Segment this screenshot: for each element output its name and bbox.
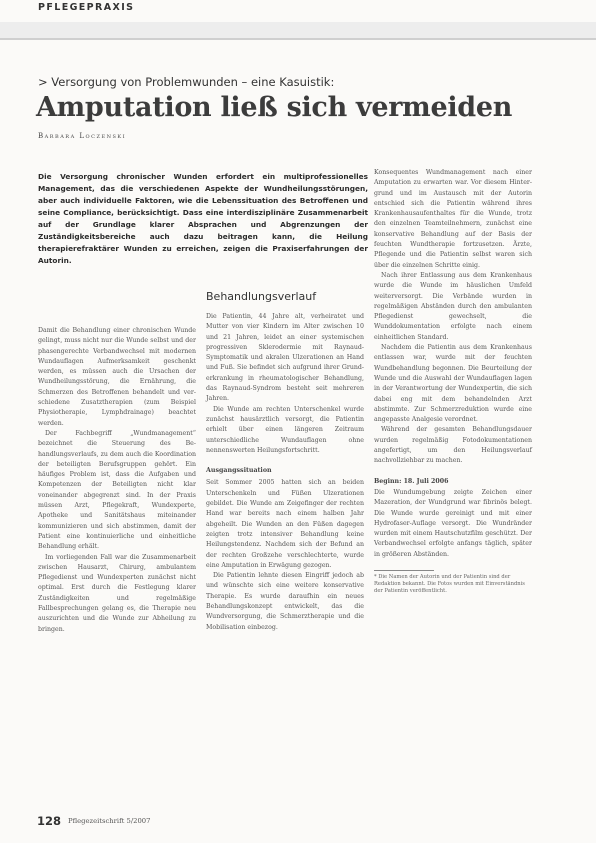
body-paragraph: Die Patientin lehnte diesen Eingriff jedoch ab und wünschte sich eine weitere konservative Therapie. Es wurde daraufhin ein neues Behandlungskonzept entwickelt, das die Wundversorgung, die Schmerztherapie und die Mobilisation einbezog. — [206, 572, 364, 631]
sub-heading: Ausgangssituation — [206, 467, 272, 475]
body-paragraph: Nach ihrer Entlassung aus dem Krankenhaus wurde die Wunde im häuslichen Umfeld weiterversorgt. Die Verbände wurden in regelmäßigen Abständen durch den ambulanten Pflegedienst gewechselt, die Wunddokumentation erfolgte nach einem einheitlichen Standard. — [374, 271, 532, 341]
page-number: 128 — [37, 814, 62, 828]
body-paragraph: Seit Sommer 2005 hatten sich an beiden Unterschenkeln und Füßen Ulzerationen gebildet. Die Wunde am Zeigefinger der rechten Hand war bereits nach einem halben Jahr abgeheilt. Die Wunden an den Füßen dagegen zeigten trotz intensiver Behandlung keine Heilungstendenz. Nachdem sich der Befund an der rechten Großzehe verschlechterte, wurde eine Amputation in Erwägung gezogen. — [206, 479, 364, 569]
body-paragraph: Im vorliegenden Fall war die Zusammenarbeit zwischen Hausarzt, Chirurg, ambulantem Pflegedienst und Wundexperten zunächst nicht optimal. Erst durch die Festlegung klarer Zuständigkeiten und regelmäßige Fallbesprechungen gelang es, die Therapie neu auszurichten und die Wunde zur Abheilung zu bringen. — [38, 553, 196, 633]
text-column-3 — [374, 168, 532, 596]
article-title: Amputation ließ sich vermeiden — [36, 92, 513, 123]
header-band — [0, 22, 596, 38]
body-paragraph: Konsequentes Wundmanagement nach einer Amputation zu erwarten war. Vor diesem Hintergrund und im Austausch mit der Autorin entschied sich die Patientin während ihres Krankenhausaufenthaltes für die Wunde, trotz den einzelnen Teamteilnehmern, zunächst eine konservative Behandlung auf der Basis der feuchten Wundtherapie fortzusetzen. Ärzte, Pflegende und die Patientin selbst waren sich über die einzelnen Schritte einig. — [374, 169, 532, 269]
text-column-1 — [38, 326, 196, 635]
footnote-divider — [374, 570, 434, 571]
section-label: PFLEGEPRAXIS — [38, 2, 135, 13]
journal-citation: Pflegezeitschrift 5/2007 — [68, 817, 151, 825]
footnote: * Die Namen der Autorin und der Patientin sind der Redaktion bekannt. Die Fotos wurden mit Einverständnis der Patientin veröffentlicht. — [374, 573, 525, 595]
article-kicker: > Versorgung von Problemwunden – eine Kasuistik: — [38, 75, 335, 89]
body-paragraph: Der Fachbegriff „Wundmanagement“ bezeichnet die Steuerung des Behandlungsverlaufs, zu dem auch die Koordination der beteiligten Berufsgruppen gehört. Ein häufiges Problem ist, dass die Aufgaben und Kompetenzen der Beteiligten nicht klar voneinander abgegrenzt sind. In der Praxis müssen Arzt, Pflegekraft, Wundexperte, Apotheke und Sanitätshaus miteinander kommunizieren und sich abstimmen, damit der Patient eine kontinuierliche und einheitliche Behandlung erhält. — [38, 429, 196, 551]
article-author: Barbara Loczenski — [38, 132, 127, 140]
body-paragraph: Die Patientin, 44 Jahre alt, verheiratet und Mutter von vier Kindern im Alter zwischen 10 und 21 Jahren, leidet an einer systemischen progressiven Sklerodermie mit Raynaud-Symptomatik und akralen Ulzerationen an Hand und Fuß. Sie befindet sich aufgrund ihrer Grunderkrankung in rheumatologischer Behandlung, das Raynaud-Syndrom besteht seit mehreren Jahren. — [206, 313, 364, 403]
body-paragraph: Die Wundumgebung zeigte Zeichen einer Mazeration, der Wundgrund war fibrinös belegt. Die Wunde wurde gereinigt und mit einer Hydrofaser-Auflage versorgt. Die Wundränder wurden mit einem Hautschutzfilm geschützt. Der Verbandwechsel erfolgte anfangs täglich, später in größeren Abständen. — [374, 488, 532, 558]
date-heading: Beginn: 18. Juli 2006 — [374, 477, 449, 485]
text-column-2 — [206, 290, 364, 633]
body-paragraph: Nachdem die Patientin aus dem Krankenhaus entlassen war, wurde mit der feuchten Wundbehandlung begonnen. Die Beurteilung der Wunde und die Auswahl der Wundauflagen lagen in der Verantwortung der Wundexpertin, die sich dabei eng mit dem behandelnden Arzt abstimmte. Zur Schmerzreduktion wurde eine angepasste Analgesie verordnet. — [374, 344, 532, 424]
body-paragraph: Die Wunde am rechten Unterschenkel wurde zunächst hausärztlich versorgt, die Patientin erhielt über einen längeren Zeitraum unterschiedliche Wundauflagen ohne nennenswerten Heilungsfortschritt. — [206, 405, 364, 454]
body-paragraph: Während der gesamten Behandlungsdauer wurden regelmäßig Fotodokumentationen angefertigt, um den Heilungsverlauf nachvollziehbar zu machen. — [374, 426, 532, 465]
body-paragraph: Damit die Behandlung einer chronischen Wunde gelingt, muss nicht nur die Wunde selbst und der phasengerechte Verbandwechsel mit modernen Wundauflagen Aufmerksamkeit geschenkt werden, es müssen auch die Ursachen der Wundheilungsstörung, die Ernährung, die Schmerzen des Betroffenen behandelt und verschiedene Zusatztherapien (zum Beispiel Physiotherapie, Lymphdrainage) beachtet werden. — [38, 327, 196, 427]
section-heading: Behandlungsverlauf — [206, 290, 317, 303]
article-lead: Die Versorgung chronischer Wunden erfordert ein multiprofessionelles Management, das die verschiedenen Aspekte der Wundheilungsstörungen, aber auch individuelle Faktoren, wie die Lebenssituation des Betroffenen und seine Compliance, berücksichtigt. Dass eine interdisziplinäre Zusammenarbeit auf der Grundlage klarer Absprachen und Abgrenzungen der Zuständigkeitsbereiche auch dazu beitragen kann, die Heilung therapierefraktärer Wunden zu erreichen, zeigen die Praxiserfahrungen der Autorin. — [38, 172, 368, 265]
